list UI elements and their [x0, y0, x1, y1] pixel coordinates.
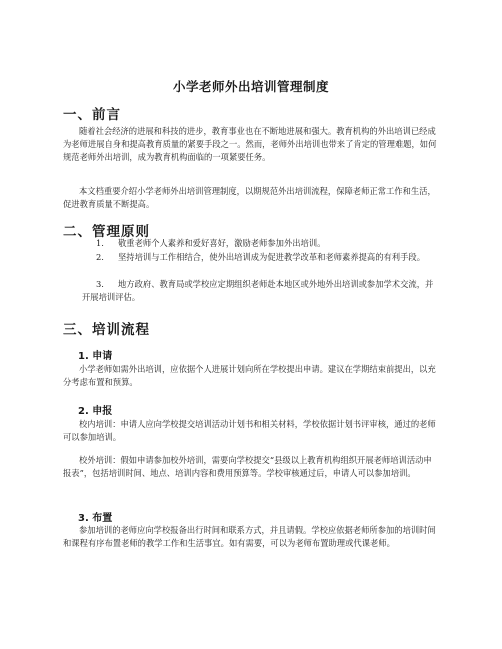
subsection-heading-apply: 1. 申请: [78, 351, 113, 362]
section-heading-process: 三、培训流程: [63, 322, 150, 338]
preface-paragraph-2: 本文档重要介绍小学老师外出培训管理制度，以期规范外出培训流程，保障老师正常工作和生活，促进教育质量不断提高。: [63, 186, 436, 210]
subsection-heading-arrange: 3. 布置: [78, 513, 113, 524]
section-heading-principles: 二、管理原则: [63, 224, 150, 240]
apply-paragraph: 小学老师如需外出培训，应依据个人进展计划向所在学校提出申请。建议在学期结束前提出，以充分考虑布置和预算。: [63, 364, 436, 388]
preface-paragraph-1: 随着社会经济的进展和科技的进步，教育事业也在不断地进展和强大。教育机构的外出培训已经成为老师进展自身和提高教育质量的紧要手段之一。然而，老师外出培训也带来了肯定的管理难题，如何规范老师外出培训，成为教育机构面临的一项紧要任务。: [63, 126, 437, 163]
declare-paragraph-1: 校内培训：申请人应向学校提交培训活动计划书和相关材料，学校依据计划书评审核，通过的老师可以参加培训。: [63, 419, 436, 443]
principle-item-3: [82, 278, 439, 304]
principle-text: 敬重老师个人素养和爱好喜好，激励老师参加外出培训。: [118, 238, 326, 248]
section-heading-preface: 一、前言: [63, 107, 121, 123]
principle-text: 坚持培训与工作相结合，使外出培训成为促进教学改革和老师素养提高的有利手段。: [118, 252, 425, 262]
arrange-paragraph: 参加培训的老师应向学校报备出行时间和联系方式，并且请假。学校应依据老师所参加的培训时间和课程有序布置老师的教学工作和生活事宜。如有需要，可以为老师布置助理或代课老师。: [63, 525, 436, 549]
principle-number: 1.: [96, 238, 104, 248]
declare-paragraph-2: 校外培训：假如申请参加校外培训，需要向学校提交“县级以上教育机构组织开展老师培训活动申报表”，包括培训时间、地点、培训内容和费用预算等。学校审核通过后，申请人可以参加培训。: [63, 455, 432, 479]
document-title: 小学老师外出培训管理制度: [172, 79, 329, 94]
principle-number: 3.: [96, 279, 104, 289]
principle-item-2: [82, 251, 439, 264]
subsection-heading-declare: 2. 申报: [78, 406, 113, 417]
principle-text: 地方政府、教育局或学校应定期组织老师赴本地区或外地外出培训或参加学术交流，并开展培训评估。: [82, 279, 434, 303]
principle-number: 2.: [96, 252, 104, 262]
principle-item-1: [82, 237, 439, 250]
